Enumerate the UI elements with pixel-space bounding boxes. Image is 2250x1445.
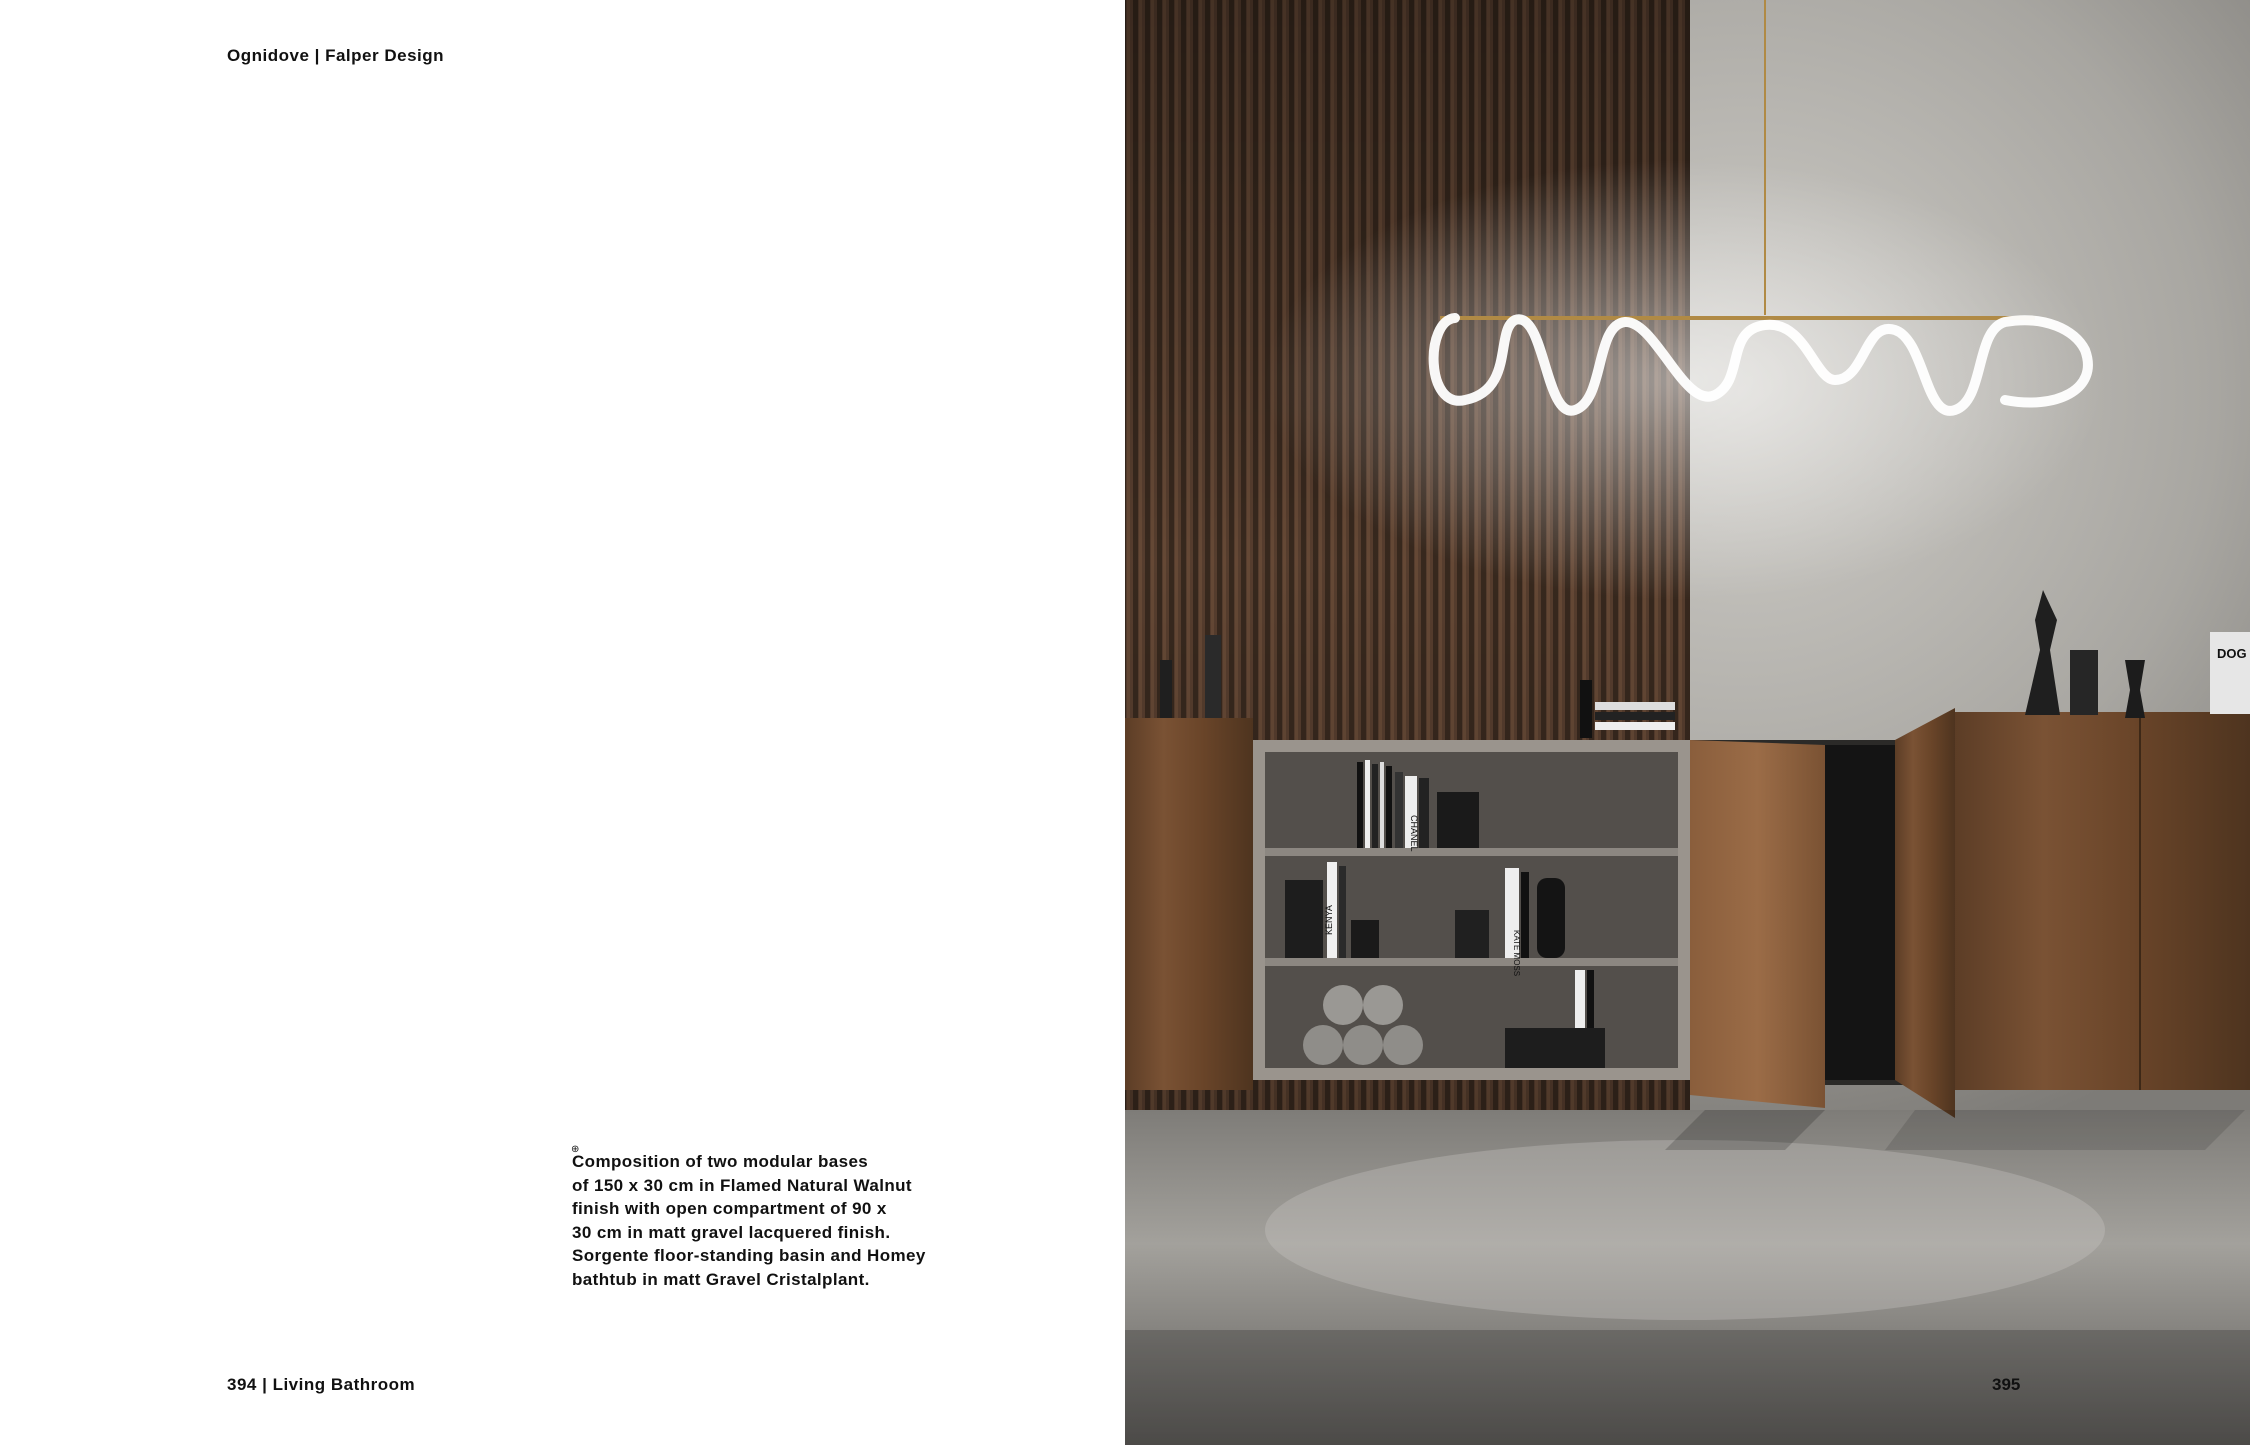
svg-text:DOG: DOG bbox=[2217, 646, 2247, 661]
caption-marker: ⊕ bbox=[571, 1144, 580, 1155]
caption-line: Composition of two modular bases bbox=[572, 1152, 869, 1171]
svg-text:KATE MOSS: KATE MOSS bbox=[1512, 930, 1521, 977]
svg-text:KENYA: KENYA bbox=[1324, 905, 1334, 935]
running-header: Ognidove | Falper Design bbox=[227, 46, 445, 65]
svg-text:CHANEL: CHANEL bbox=[1409, 815, 1419, 852]
interior-photo bbox=[1125, 0, 2250, 1445]
caption-line: 30 cm in matt gravel lacquered finish. bbox=[572, 1222, 891, 1242]
caption-line: of 150 x 30 cm in Flamed Natural Walnut bbox=[572, 1175, 912, 1195]
caption-line: bathtub in matt Gravel Cristalplant. bbox=[572, 1269, 870, 1289]
photo-caption bbox=[571, 1144, 992, 1292]
page-number-right: 395 bbox=[1992, 1375, 2021, 1394]
page-footer-left: 394 | Living Bathroom bbox=[227, 1375, 416, 1394]
caption-line: Sorgente floor-standing basin and Homey bbox=[572, 1246, 926, 1266]
right-page bbox=[1125, 0, 2250, 1445]
caption-line: finish with open compartment of 90 x bbox=[572, 1199, 887, 1219]
